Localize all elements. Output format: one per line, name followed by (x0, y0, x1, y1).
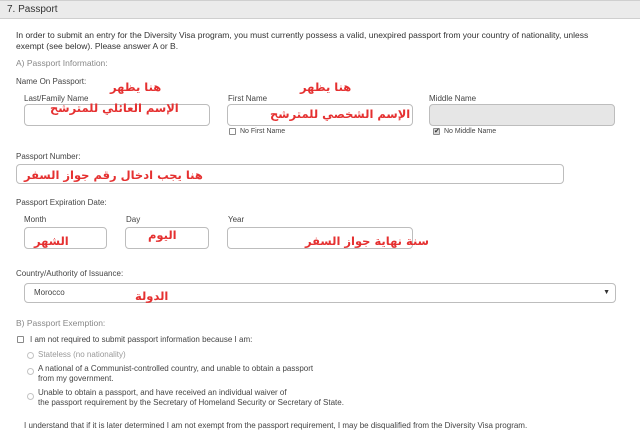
expiration-label: Passport Expiration Date: (16, 198, 107, 207)
section-header (0, 0, 640, 19)
month-annotation: الشهر (34, 234, 69, 248)
first-name-annotation-line1: هنا يظهر (300, 80, 352, 94)
last-name-annotation-line1: هنا يظهر (110, 80, 162, 94)
last-name-annotation-line2: الإسم العائلي للمترشح (50, 101, 179, 115)
waiver-line1: Unable to obtain a passport, and have received an individual waiver of (38, 388, 287, 397)
communist-country-line1: A national of a Communist-controlled country, and unable to obtain a passport (38, 364, 314, 373)
year-label: Year (228, 215, 245, 224)
name-on-passport-label: Name On Passport: (16, 77, 87, 86)
country-select[interactable] (24, 283, 616, 303)
stateless-label: Stateless (no nationality) (38, 350, 126, 359)
middle-name-input[interactable] (429, 104, 615, 126)
part-b-heading: B) Passport Exemption: (16, 318, 106, 328)
first-name-annotation-line2: الإسم الشخصي للمترشح (270, 107, 411, 121)
caret-down-icon: ▼ (603, 289, 610, 296)
section-title: 7. Passport (7, 4, 58, 15)
month-label: Month (24, 215, 47, 224)
last-name-label: Last/Family Name (24, 94, 89, 103)
communist-country-line2: from my government. (38, 374, 114, 383)
stateless-radio[interactable] (27, 352, 34, 359)
disclaimer-text: I understand that if it is later determined I am not exempt from the passport requirement, I may be disqualified from the Diversity Visa program. (24, 421, 528, 430)
country-label: Country/Authority of Issuance: (16, 269, 124, 278)
no-first-name-checkbox[interactable] (229, 128, 236, 135)
part-a-heading: A) Passport Information: (16, 58, 108, 68)
intro-text: In order to submit an entry for the Diversity Visa program, you must currently possess a valid, unexpired passport from your country of nationality, unless exempt (see below). Please answer A or B. (16, 30, 589, 51)
exempt-label: I am not required to submit passport information because I am: (30, 335, 253, 344)
passport-number-annotation: هنا يجب ادخال رقم جواز السفر (24, 168, 203, 182)
day-annotation: اليوم (148, 228, 177, 242)
waiver-line2: the passport requirement by the Secretary of Homeland Security or Secretary of State. (38, 398, 344, 407)
year-annotation: سنة نهاية جواز السفر (305, 234, 429, 248)
country-annotation: الدولة (135, 289, 169, 303)
passport-number-label: Passport Number: (16, 152, 81, 161)
country-value: Morocco (34, 288, 65, 297)
day-label: Day (126, 215, 141, 224)
first-name-label: First Name (228, 94, 268, 103)
middle-name-label: Middle Name (429, 94, 477, 103)
no-first-name-label: No First Name (240, 128, 286, 135)
communist-country-radio[interactable] (27, 368, 34, 375)
no-middle-name-label: No Middle Name (444, 128, 497, 135)
no-middle-name-checkbox[interactable] (433, 128, 440, 135)
exempt-checkbox[interactable] (17, 336, 24, 343)
waiver-radio[interactable] (27, 393, 34, 400)
